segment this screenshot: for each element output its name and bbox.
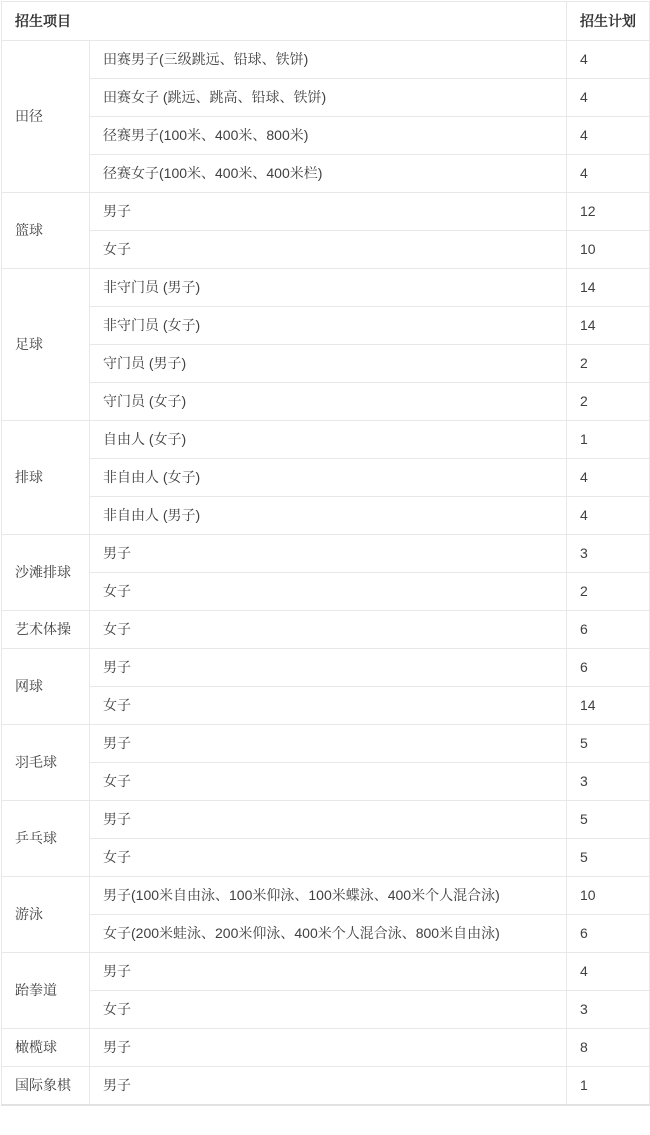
- table-row: [2, 991, 650, 1029]
- table-row: [2, 307, 650, 345]
- item-cell: 男子: [90, 1067, 567, 1105]
- table-row: [2, 193, 650, 231]
- category-cell: 橄榄球: [2, 1029, 90, 1067]
- item-cell: 非自由人 (女子): [90, 459, 567, 497]
- plan-cell: 4: [567, 79, 650, 117]
- table-row: [2, 345, 650, 383]
- plan-cell: 8: [567, 1029, 650, 1067]
- item-cell: 自由人 (女子): [90, 421, 567, 459]
- plan-cell: 3: [567, 991, 650, 1029]
- item-cell: 男子: [90, 193, 567, 231]
- item-cell: 非自由人 (男子): [90, 497, 567, 535]
- table-row: [2, 687, 650, 725]
- item-cell: 非守门员 (男子): [90, 269, 567, 307]
- table-row: [2, 117, 650, 155]
- table-row: [2, 953, 650, 991]
- table-row: [2, 573, 650, 611]
- item-cell: 女子: [90, 839, 567, 877]
- header-plan: 招生计划: [567, 2, 650, 41]
- item-cell: 径赛女子(100米、400米、400米栏): [90, 155, 567, 193]
- table-row: [2, 383, 650, 421]
- plan-cell: 4: [567, 41, 650, 79]
- item-cell: 女子: [90, 573, 567, 611]
- plan-cell: 2: [567, 345, 650, 383]
- category-cell: 乒乓球: [2, 801, 90, 877]
- plan-cell: 4: [567, 497, 650, 535]
- category-cell: 羽毛球: [2, 725, 90, 801]
- category-cell: 国际象棋: [2, 1067, 90, 1105]
- item-cell: 男子: [90, 1029, 567, 1067]
- table-row: [2, 269, 650, 307]
- plan-cell: 14: [567, 307, 650, 345]
- table-row: [2, 877, 650, 915]
- plan-cell: 3: [567, 535, 650, 573]
- plan-cell: 5: [567, 725, 650, 763]
- table-row: [2, 535, 650, 573]
- item-cell: 女子: [90, 687, 567, 725]
- plan-cell: 6: [567, 611, 650, 649]
- table-row: [2, 611, 650, 649]
- plan-cell: 10: [567, 877, 650, 915]
- table-row: [2, 79, 650, 117]
- plan-cell: 10: [567, 231, 650, 269]
- item-cell: 径赛男子(100米、400米、800米): [90, 117, 567, 155]
- table-row: [2, 497, 650, 535]
- plan-cell: 1: [567, 1067, 650, 1105]
- table-header: [2, 2, 650, 41]
- item-cell: 非守门员 (女子): [90, 307, 567, 345]
- plan-cell: 4: [567, 117, 650, 155]
- item-cell: 男子: [90, 801, 567, 839]
- item-cell: 守门员 (男子): [90, 345, 567, 383]
- table-row: [2, 725, 650, 763]
- plan-cell: 3: [567, 763, 650, 801]
- plan-cell: 4: [567, 155, 650, 193]
- table-row: [2, 839, 650, 877]
- item-cell: 女子(200米蛙泳、200米仰泳、400米个人混合泳、800米自由泳): [90, 915, 567, 953]
- category-cell: 网球: [2, 649, 90, 725]
- table-row: [2, 1067, 650, 1105]
- item-cell: 男子: [90, 725, 567, 763]
- category-cell: 游泳: [2, 877, 90, 953]
- item-cell: 女子: [90, 231, 567, 269]
- item-cell: 男子: [90, 535, 567, 573]
- item-cell: 田赛女子 (跳远、跳高、铅球、铁饼): [90, 79, 567, 117]
- plan-cell: 6: [567, 915, 650, 953]
- item-cell: 女子: [90, 991, 567, 1029]
- table-row: [2, 915, 650, 953]
- category-cell: 篮球: [2, 193, 90, 269]
- category-cell: 足球: [2, 269, 90, 421]
- table-row: [2, 459, 650, 497]
- plan-cell: 1: [567, 421, 650, 459]
- plan-cell: 2: [567, 573, 650, 611]
- plan-cell: 4: [567, 459, 650, 497]
- plan-cell: 5: [567, 801, 650, 839]
- item-cell: 田赛男子(三级跳远、铅球、铁饼): [90, 41, 567, 79]
- header-program: 招生项目: [2, 2, 567, 41]
- table-row: [2, 1029, 650, 1067]
- category-cell: 排球: [2, 421, 90, 535]
- item-cell: 女子: [90, 763, 567, 801]
- item-cell: 男子: [90, 649, 567, 687]
- table-body: [2, 41, 650, 1105]
- plan-cell: 12: [567, 193, 650, 231]
- table-row: [2, 41, 650, 79]
- category-cell: 跆拳道: [2, 953, 90, 1029]
- table-row: [2, 155, 650, 193]
- plan-cell: 14: [567, 269, 650, 307]
- item-cell: 守门员 (女子): [90, 383, 567, 421]
- plan-cell: 5: [567, 839, 650, 877]
- enrollment-table: [1, 1, 650, 1106]
- category-cell: 田径: [2, 41, 90, 193]
- item-cell: 女子: [90, 611, 567, 649]
- table-row: [2, 231, 650, 269]
- table-row: [2, 801, 650, 839]
- plan-cell: 6: [567, 649, 650, 687]
- category-cell: 艺术体操: [2, 611, 90, 649]
- item-cell: 男子: [90, 953, 567, 991]
- table-row: [2, 421, 650, 459]
- plan-cell: 2: [567, 383, 650, 421]
- table-row: [2, 649, 650, 687]
- header-row: [2, 2, 650, 41]
- plan-cell: 4: [567, 953, 650, 991]
- plan-cell: 14: [567, 687, 650, 725]
- item-cell: 男子(100米自由泳、100米仰泳、100米蝶泳、400米个人混合泳): [90, 877, 567, 915]
- table-row: [2, 763, 650, 801]
- category-cell: 沙滩排球: [2, 535, 90, 611]
